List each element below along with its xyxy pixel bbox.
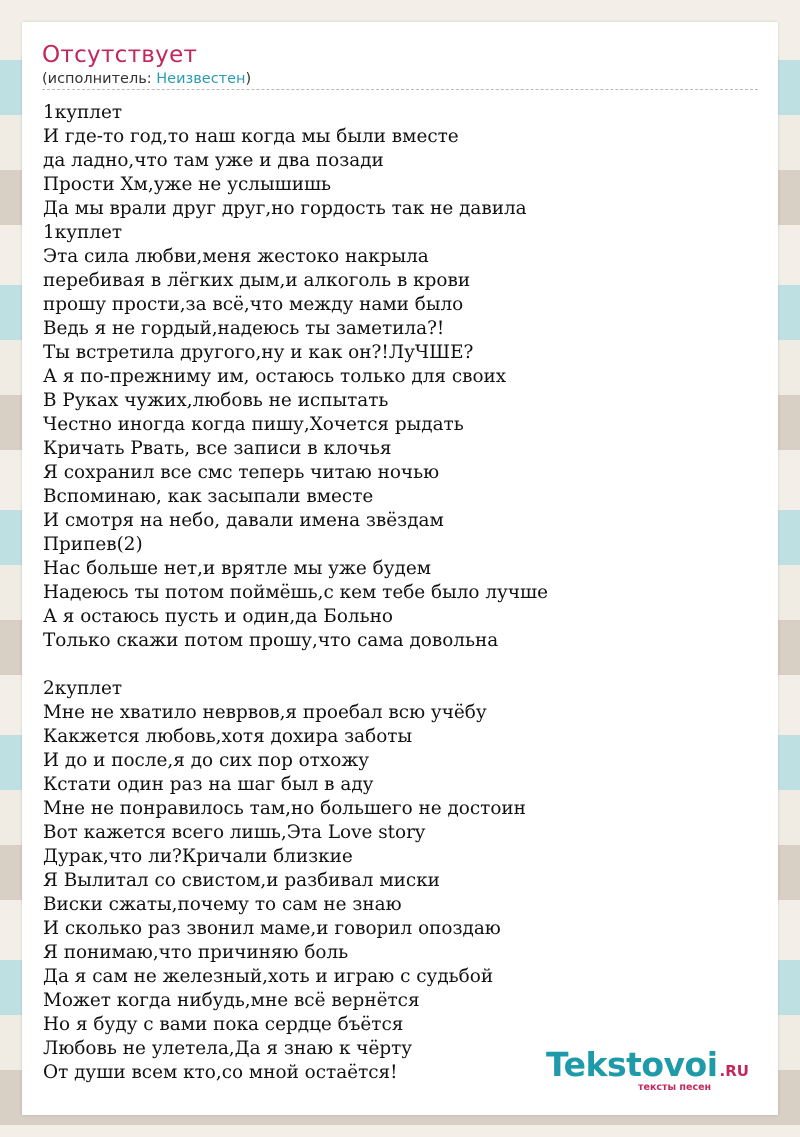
artist-prefix: (исполнитель:: [42, 71, 157, 87]
lyrics-body: [43, 101, 763, 1085]
lyric-line: И до и после,я до сих пор отхожу: [43, 750, 370, 771]
logo-tld: .RU: [719, 1062, 749, 1080]
artist-line: [42, 71, 251, 87]
artist-link[interactable]: Неизвестен: [156, 71, 246, 87]
lyrics-card: [22, 22, 778, 1115]
lyric-line: Да мы врали друг друг,но гордость так не давила: [43, 198, 527, 219]
lyric-line: Вот кажется всего лишь,Эта Love story: [43, 822, 426, 843]
lyric-line: Какжется любовь,хотя дохира заботы: [43, 726, 413, 747]
lyric-line: Надеюсь ты потом поймёшь,с кем тебе было лучше: [43, 582, 548, 603]
lyric-line: Мне не хватило неврвов,я проебал всю учёбу: [43, 702, 487, 723]
lyric-line: Кстати один раз на шаг был в аду: [43, 774, 374, 795]
lyric-line: 1куплет: [43, 102, 123, 123]
lyric-line: Я сохранил все смс теперь читаю ночью: [43, 462, 440, 483]
lyric-line: И где-то год,то наш когда мы были вместе: [43, 126, 459, 147]
lyric-line: Эта сила любви,меня жестоко накрыла: [43, 246, 429, 267]
lyric-line: Может когда нибудь,мне всё вернётся: [43, 990, 420, 1011]
lyric-line: Нас больше нет,и врятле мы уже будем: [43, 558, 432, 579]
lyric-line: перебивая в лёгких дым,и алкоголь в крови: [43, 270, 471, 291]
lyric-line: Я Вылитал со свистом,и разбивал миски: [43, 870, 440, 891]
lyric-line: Любовь не улетела,Да я знаю к чёрту: [43, 1038, 413, 1059]
lyric-line: В Руках чужих,любовь не испытать: [43, 390, 389, 411]
lyric-line: А я по-прежниму им, остаюсь только для своих: [43, 366, 507, 387]
lyric-line: Дурак,что ли?Кричали близкие: [43, 846, 353, 867]
site-logo[interactable]: [546, 1045, 749, 1093]
lyric-line: да ладно,что там уже и два позади: [43, 150, 384, 171]
divider: [42, 89, 758, 90]
lyric-line: 1куплет: [43, 222, 123, 243]
lyric-line: Ведь я не гордый,надеюсь ты заметила?!: [43, 318, 445, 339]
lyric-line: Припев(2): [43, 534, 143, 555]
logo-tagline: тексты песен: [638, 1082, 712, 1093]
lyric-line: Вспоминаю, как засыпали вместе: [43, 486, 374, 507]
lyric-line: Да я сам не железный,хоть и играю с судьбой: [43, 966, 494, 987]
lyric-line: Честно иногда когда пишу,Хочется рыдать: [43, 414, 464, 435]
lyric-line: [43, 653, 763, 677]
lyric-line: От души всем кто,со мной остаётся!: [43, 1062, 398, 1083]
lyric-line: Кричать Рвать, все записи в клочья: [43, 438, 392, 459]
lyric-line: Я понимаю,что причиняю боль: [43, 942, 349, 963]
song-title: Отсутствует: [42, 42, 198, 68]
lyric-line: Ты встретила другого,ну и как он?!ЛуЧШЕ?: [43, 342, 474, 363]
lyric-line: Виски сжаты,почему то сам не знаю: [43, 894, 402, 915]
lyric-line: И смотря на небо, давали имена звёздам: [43, 510, 444, 531]
lyric-line: И сколько раз звонил маме,и говорил опоздаю: [43, 918, 501, 939]
lyric-line: Мне не понравилось там,но большего не достоин: [43, 798, 526, 819]
artist-suffix: ): [245, 71, 252, 87]
lyric-line: Но я буду с вами пока сердце бъётся: [43, 1014, 404, 1035]
logo-name: Tekstovoi: [546, 1045, 718, 1084]
lyric-line: Только скажи потом прошу,что сама довольна: [43, 630, 499, 651]
lyric-line: 2куплет: [43, 678, 123, 699]
lyric-line: прошу прости,за всё,что между нами было: [43, 294, 464, 315]
lyric-line: Прости Хм,уже не услышишь: [43, 174, 332, 195]
lyric-line: А я остаюсь пусть и один,да Больно: [43, 606, 393, 627]
